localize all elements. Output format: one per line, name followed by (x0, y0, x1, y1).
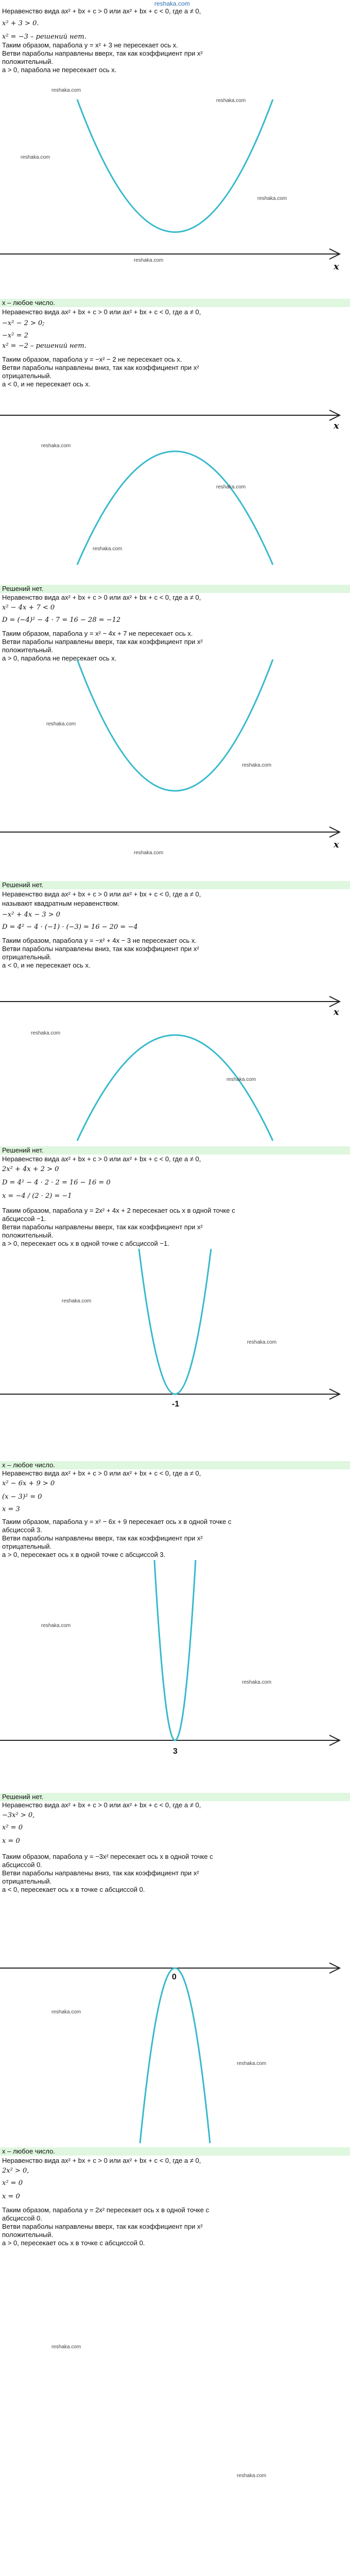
answer-banner: Решений нет. (0, 1793, 350, 1801)
watermark: reshaka.com (247, 1340, 277, 1345)
answer-banner: x – любое число. (0, 299, 350, 307)
answer-banner: Решений нет. (0, 1146, 350, 1155)
text-line: a > 0, парабола не пересекает ось x. (2, 654, 117, 662)
watermark: reshaka.com (93, 546, 122, 552)
answer-banner: x – любое число. (0, 2147, 350, 2156)
text-line: a > 0, парабола не пересекает ось x. (2, 66, 117, 74)
text-line: Ветви параболы направлены вниз, так как коэффициент при x² (2, 1869, 199, 1877)
text-line: Таким образом, парабола y = −x² + 4x − 3 не пересекает ось x. (2, 937, 197, 944)
watermark: reshaka.com (237, 2061, 267, 2066)
text-line: отрицательный. (2, 953, 52, 961)
watermark: reshaka.com (41, 443, 71, 449)
text-line: a > 0, пересекает ось x в одной точке с абсциссой −1. (2, 1240, 169, 1247)
math-line: D = 4² − 4 · 2 · 2 = 16 − 16 = 0 (2, 1179, 111, 1187)
point-label: -1 (172, 1400, 180, 1409)
text-line: Таким образом, парабола y = 2x² пересекает ось x в одной точке с (2, 2206, 209, 2214)
watermark: reshaka.com (21, 155, 50, 160)
parabola-graph (0, 1560, 350, 1787)
text-line: Таким образом, парабола y = x² − 4x + 7 не пересекает ось x. (2, 630, 193, 637)
text-line: отрицательный. (2, 1877, 52, 1885)
text-line: Таким образом, парабола y = −3x² пересекает ось x в одной точке с (2, 1853, 213, 1860)
math-line: x = −4 / (2 · 2) = −1 (2, 1192, 72, 1200)
x-axis-label: x (334, 1007, 339, 1018)
parabola-graph (0, 2248, 350, 2576)
watermark: reshaka.com (242, 1680, 272, 1685)
watermark: reshaka.com (51, 2009, 81, 2015)
parabola-curve (77, 99, 273, 232)
text-line: абсциссой −1. (2, 1215, 46, 1223)
site-name[interactable]: reshaka.com (154, 0, 190, 7)
math-line: x² = 0 (2, 2179, 23, 2187)
parabola-graph (0, 971, 350, 1156)
parabola-curve (154, 1560, 196, 1740)
watermark: reshaka.com (62, 1298, 92, 1304)
watermark: reshaka.com (134, 258, 164, 263)
text-line: положительный. (2, 646, 54, 654)
point-label: 3 (173, 1747, 178, 1756)
text-line: положительный. (2, 1231, 54, 1239)
watermark: reshaka.com (41, 1623, 71, 1629)
math-line: −x² + 4x − 3 > 0 (2, 911, 61, 919)
text-line: Таким образом, парабола y = x² + 3 не пересекает ось x. (2, 41, 178, 49)
text-line: a > 0, пересекает ось x в точке с абсциссой 0. (2, 2239, 145, 2247)
watermark: reshaka.com (216, 98, 246, 104)
text-line: положительный. (2, 2231, 54, 2239)
watermark: reshaka.com (51, 2344, 81, 2350)
math-line: x² − 6x + 9 > 0 (2, 1480, 55, 1487)
text-line: Таким образом, парабола y = 2x² + 4x + 2 пересекает ось x в одной точке с (2, 1207, 235, 1214)
parabola-curve (77, 1035, 273, 1141)
parabola-graph (0, 76, 350, 303)
text-line: a > 0, пересекает ось x в одной точке с абсциссой 3. (2, 1551, 166, 1558)
watermark: reshaka.com (257, 196, 287, 201)
math-line: (x − 3)² = 0 (2, 1493, 42, 1501)
math-line: −x² = 2 (2, 332, 28, 340)
answer-banner: Решений нет. (0, 881, 350, 889)
text-line: отрицательный. (2, 372, 52, 380)
text-line: Ветви параболы направлены вверх, так как коэффициент при x² (2, 1534, 203, 1542)
text-line: Неравенство вида ax² + bx + c > 0 или ax² + bx + c < 0, где a ≠ 0, (2, 308, 201, 316)
text-line: Ветви параболы направлены вверх, так как коэффициент при x² (2, 2223, 203, 2230)
math-line: x² = 0 (2, 1824, 23, 1832)
text-line: Неравенство вида ax² + bx + c > 0 или ax² + bx + c < 0, где a ≠ 0, (2, 594, 201, 601)
text-line: Ветви параболы направлены вверх, так как коэффициент при x² (2, 638, 203, 646)
math-line: x² + 3 > 0. (2, 20, 39, 27)
text-line: называют квадратным неравенством. (2, 900, 120, 907)
parabola-graph (0, 1896, 350, 2154)
text-line: Неравенство вида ax² + bx + c > 0 или ax² + bx + c < 0, где a ≠ 0, (2, 1469, 201, 1477)
x-axis-label: x (334, 261, 339, 272)
point-label: 0 (172, 1973, 177, 1981)
math-line: x = 0 (2, 1837, 20, 1845)
text-line: Ветви параболы направлены вниз, так как коэффициент при x² (2, 364, 199, 371)
math-line: x² = −3 – решений нет. (2, 33, 86, 41)
math-line: −x² − 2 > 0; (2, 319, 45, 327)
x-axis-label: x (334, 839, 339, 850)
x-axis-label: x (334, 420, 339, 431)
math-line: D = (−4)² − 4 · 7 = 16 − 28 = −12 (2, 616, 121, 624)
math-line: −3x² > 0, (2, 1811, 35, 1819)
math-line: x = 3 (2, 1505, 20, 1513)
watermark: reshaka.com (216, 484, 246, 490)
text-line: положительный. (2, 58, 54, 65)
parabola-curve (77, 659, 273, 791)
text-line: a < 0, и не пересекает ось x. (2, 380, 91, 388)
text-line: Таким образом, парабола y = x² − 6x + 9 пересекает ось x в одной точке с (2, 1518, 232, 1526)
math-line: 2x² > 0, (2, 2167, 29, 2175)
text-line: абсциссой 0. (2, 1861, 42, 1869)
answer-banner: Решений нет. (0, 585, 350, 593)
math-line: D = 4² − 4 · (−1) · (−3) = 16 − 20 = −4 (2, 923, 138, 931)
text-line: Таким образом, парабола y = −x² − 2 не пересекает ось x. (2, 355, 182, 363)
text-line: абсциссой 3. (2, 1526, 42, 1534)
text-line: Ветви параболы направлены вверх, так как коэффициент при x² (2, 49, 203, 57)
watermark: reshaka.com (242, 762, 272, 768)
parabola-graph (0, 665, 350, 881)
text-line: Неравенство вида ax² + bx + c > 0 или ax² + bx + c < 0, где a ≠ 0, (2, 1155, 201, 1163)
math-line: x² = −2 – решений нет. (2, 342, 86, 350)
parabola-curve (139, 1249, 211, 1394)
text-line: Ветви параболы направлены вверх, так как коэффициент при x² (2, 1223, 203, 1231)
watermark: reshaka.com (134, 850, 164, 856)
text-line: a < 0, пересекает ось x в точке с абсциссой 0. (2, 1886, 145, 1893)
parabola-curve (140, 1968, 210, 2143)
watermark: reshaka.com (31, 1030, 61, 1036)
watermark: reshaka.com (237, 2473, 267, 2479)
text-line: абсциссой 0. (2, 2214, 42, 2222)
answer-banner: x – любое число. (0, 1461, 350, 1469)
text-line: Неравенство вида ax² + bx + c > 0 или ax² + bx + c < 0, где a ≠ 0, (2, 890, 201, 898)
text-line: Ветви параболы направлены вниз, так как коэффициент при x² (2, 945, 199, 953)
watermark: reshaka.com (51, 88, 81, 93)
text-line: отрицательный. (2, 1543, 52, 1550)
parabola-graph (0, 1249, 350, 1455)
math-line: x² − 4x + 7 < 0 (2, 604, 55, 612)
math-line: 2x² + 4x + 2 > 0 (2, 1165, 59, 1173)
watermark: reshaka.com (226, 1077, 256, 1082)
watermark: reshaka.com (46, 721, 76, 727)
text-line: Неравенство вида ax² + bx + c > 0 или ax² + bx + c < 0, где a ≠ 0, (2, 7, 201, 15)
text-line: Неравенство вида ax² + bx + c > 0 или ax² + bx + c < 0, где a ≠ 0, (2, 1801, 201, 1809)
parabola-graph (0, 389, 350, 585)
text-line: a < 0, и не пересекает ось x. (2, 961, 91, 969)
text-line: Неравенство вида ax² + bx + c > 0 или ax² + bx + c < 0, где a ≠ 0, (2, 2157, 201, 2164)
math-line: x = 0 (2, 2193, 20, 2200)
